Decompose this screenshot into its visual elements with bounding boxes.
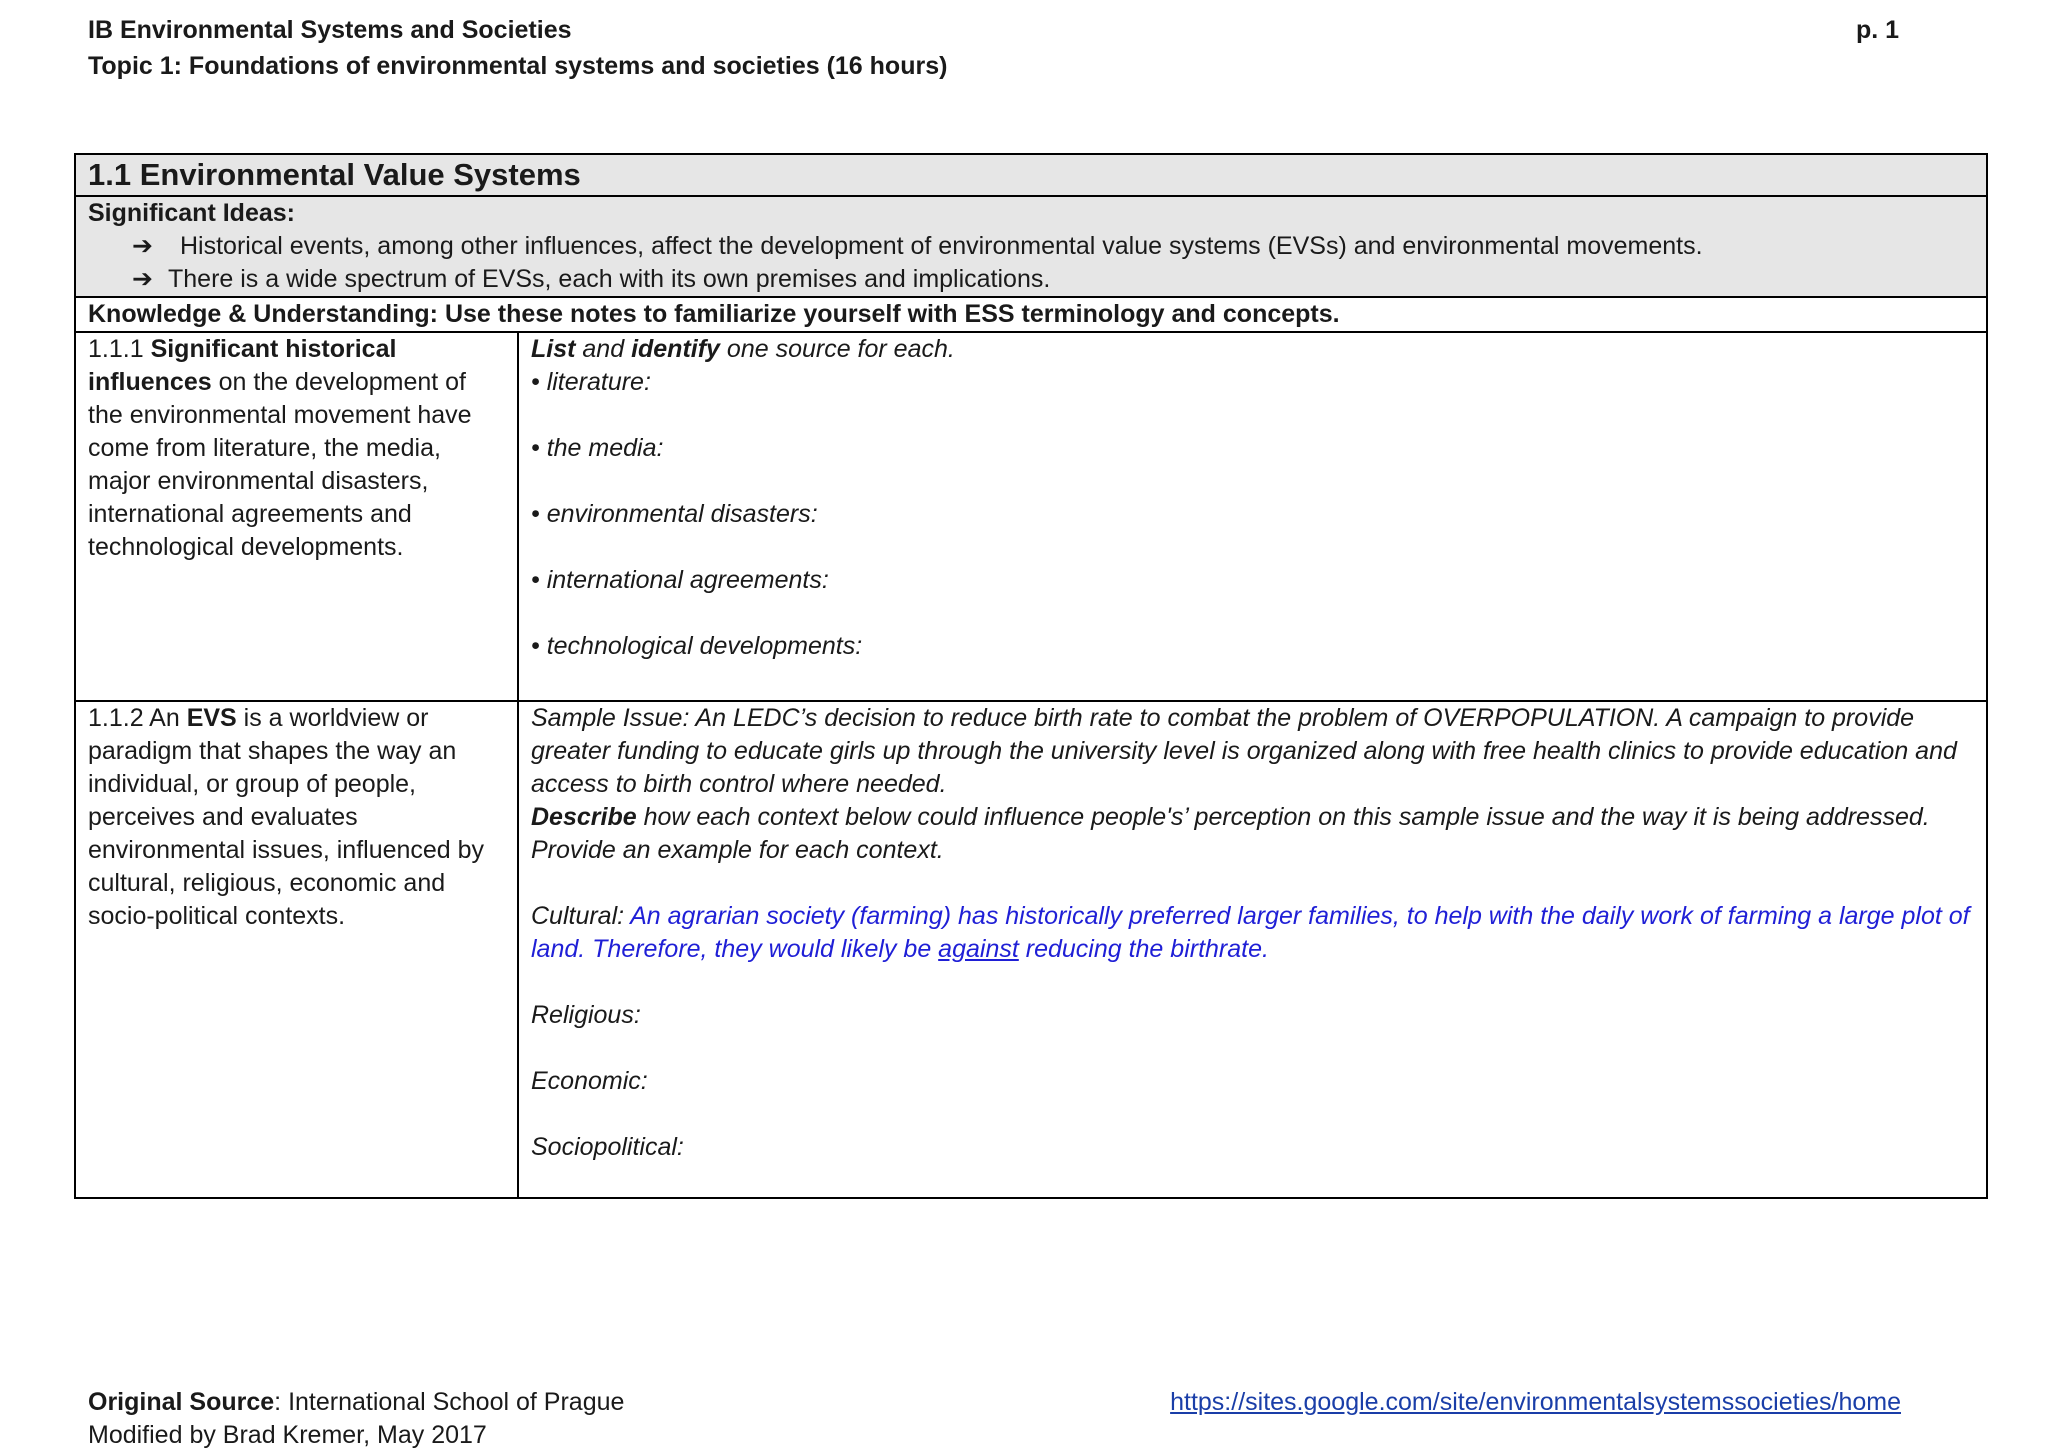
objective-text: is a worldview or paradigm that shapes the way an individual, or group of people, perceives and evaluates environmental issues, influenced by cultural, religious, economic and socio-political contexts. bbox=[88, 704, 485, 930]
response-cell-1-1-1[interactable] bbox=[518, 332, 1987, 701]
table-row bbox=[75, 332, 1987, 701]
worksheet-table bbox=[74, 153, 1988, 1199]
instruction-verb: List bbox=[531, 335, 576, 363]
cultural-context bbox=[531, 900, 1974, 966]
context-label: Cultural: bbox=[531, 902, 631, 930]
instruction-text: and bbox=[575, 335, 632, 363]
objective-text: on the development of the environmental movement have come from literature, the media, major environmental disasters, international agreements and technological developments. bbox=[88, 368, 472, 561]
objective-keyword: EVS bbox=[186, 704, 237, 732]
cultural-answer: reducing the birthrate. bbox=[1018, 935, 1269, 963]
prompt-item: • literature: bbox=[531, 368, 651, 396]
objective-keyword: Significant historical influences bbox=[88, 335, 397, 396]
topic-title: Topic 1: Foundations of environmental systems and societies (16 hours) bbox=[88, 52, 948, 80]
sample-issue: Sample Issue: An LEDC’s decision to reduce birth rate to combat the problem of OVERPOPULATION. A campaign to provide greater funding to educate girls up through the university level is organized along with free health clinics to provide education and access to birth control where needed. bbox=[531, 704, 1957, 798]
source-label: Original Source bbox=[88, 1388, 275, 1416]
significant-ideas-cell bbox=[75, 196, 1987, 297]
prompt-item: • technological developments: bbox=[531, 632, 863, 660]
objective-1-1-1 bbox=[75, 332, 518, 701]
instruction-verb: Describe bbox=[531, 803, 637, 831]
source-link[interactable]: https://sites.google.com/site/environmentalsystemssocieties/home bbox=[1170, 1388, 1901, 1416]
significant-idea-item bbox=[88, 230, 1974, 263]
sociopolitical-context-label: Sociopolitical: bbox=[531, 1133, 684, 1161]
ku-heading-row bbox=[75, 297, 1987, 332]
course-title: IB Environmental Systems and Societies bbox=[88, 16, 572, 44]
significant-idea-text: Historical events, among other influences, affect the development of environmental value systems (EVSs) and environmental movements. bbox=[180, 232, 1703, 260]
response-cell-1-1-2[interactable] bbox=[518, 701, 1987, 1198]
page-number: p. 1 bbox=[1856, 16, 1900, 44]
economic-context-label: Economic: bbox=[531, 1067, 648, 1095]
objective-number: 1.1.1 bbox=[88, 335, 151, 363]
religious-context-label: Religious: bbox=[531, 1001, 641, 1029]
instruction-verb: identify bbox=[631, 335, 720, 363]
significant-idea-text: There is a wide spectrum of EVSs, each with its own premises and implications. bbox=[168, 265, 1051, 293]
original-source bbox=[88, 1386, 624, 1419]
arrow-right-icon: ➔ bbox=[132, 232, 153, 260]
source-value: : International School of Prague bbox=[274, 1388, 625, 1416]
cultural-answer-emphasis: against bbox=[938, 935, 1019, 963]
significant-idea-item bbox=[88, 263, 1974, 296]
cultural-answer: An agrarian society (farming) has historically preferred larger families, to help with the daily work of farming a large plot of land. Therefore, they would likely be bbox=[531, 902, 1970, 963]
prompt-item: • environmental disasters: bbox=[531, 500, 818, 528]
prompt-item: • the media: bbox=[531, 434, 664, 462]
instruction bbox=[531, 333, 1974, 366]
section-title: 1.1 Environmental Value Systems bbox=[75, 154, 1987, 196]
arrow-right-icon: ➔ bbox=[132, 265, 153, 293]
prompt-item: • international agreements: bbox=[531, 566, 829, 594]
significant-ideas-row bbox=[75, 196, 1987, 297]
ku-heading: Knowledge & Understanding: Use these notes to familiarize yourself with ESS terminology and concepts. bbox=[75, 297, 1987, 332]
table-row bbox=[75, 701, 1987, 1198]
objective-1-1-2 bbox=[75, 701, 518, 1198]
objective-number: 1.1.2 An bbox=[88, 704, 187, 732]
significant-ideas-label: Significant Ideas: bbox=[88, 199, 295, 227]
instruction-text: how each context below could influence people's’ perception on this sample issue and the way it is being addressed. Provide an example for each context. bbox=[531, 803, 1930, 864]
describe-instruction bbox=[531, 801, 1974, 867]
instruction-text: one source for each. bbox=[719, 335, 955, 363]
modified-by: Modified by Brad Kremer, May 2017 bbox=[88, 1421, 487, 1449]
section-title-row bbox=[75, 154, 1987, 196]
